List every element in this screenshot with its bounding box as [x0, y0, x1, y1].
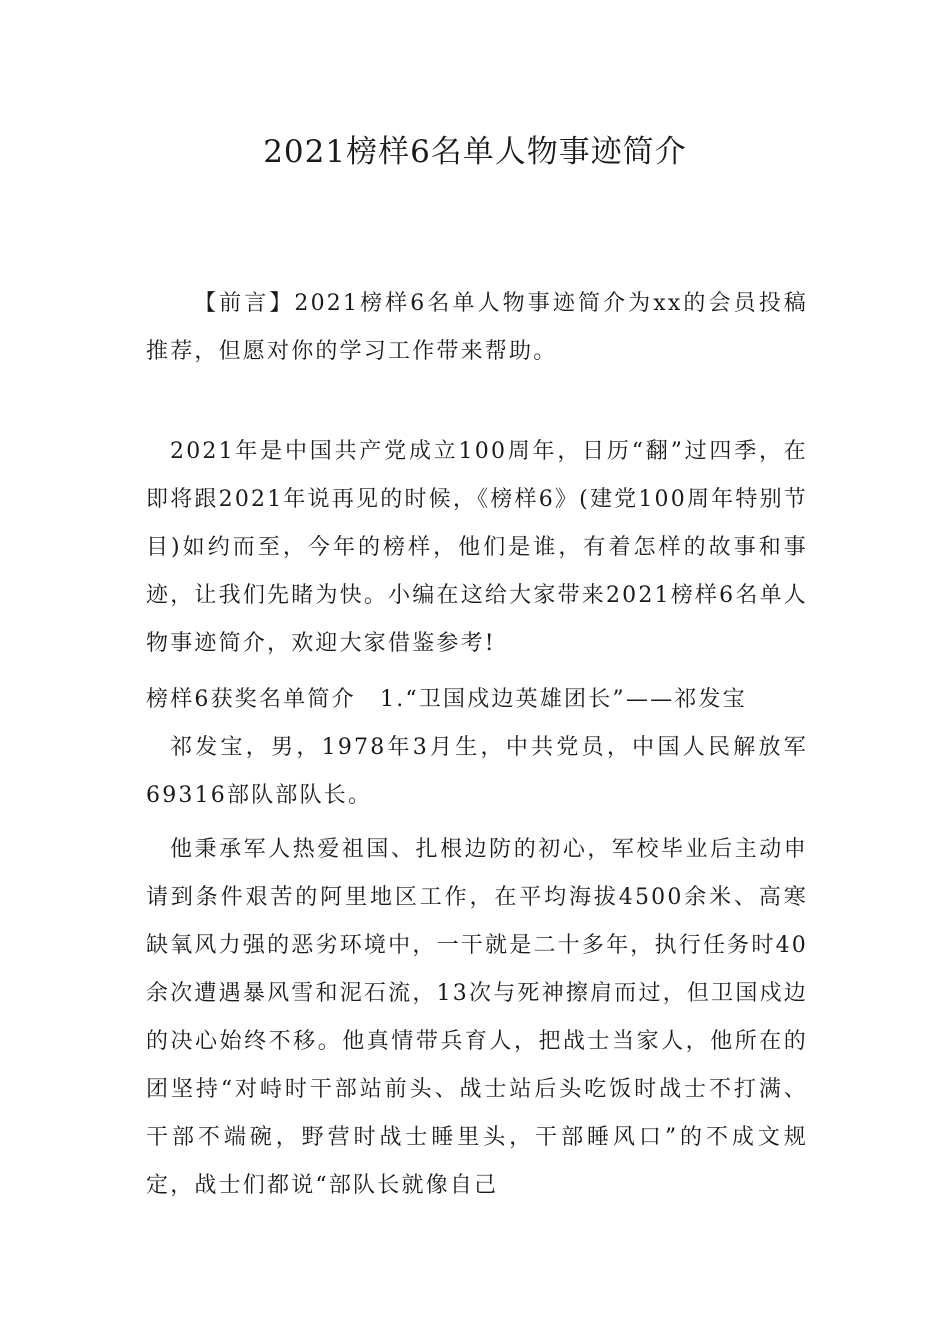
- preface-paragraph: 【前言】2021榜样6名单人物事迹简介为xx的会员投稿推荐，但愿对你的学习工作带来帮助。: [146, 291, 808, 364]
- story-block: [146, 826, 808, 1210]
- intro-paragraph: 2021年是中国共产党成立100周年，日历“翻”过四季，在即将跟2021年说再见的时候，《榜样6》(建党100周年特别节目)如约而至，今年的榜样，他们是谁，有着怎样的故事和事迹，让我们先睹为快。小编在这给大家带来2021榜样6名单人物事迹简介，欢迎大家借鉴参考!: [146, 439, 808, 656]
- story-paragraph: 他秉承军人热爱祖国、扎根边防的初心，军校毕业后主动申请到条件艰苦的阿里地区工作，在平均海拔4500余米、高寒缺氧风力强的恶劣环境中，一干就是二十多年，执行任务时40余次遭遇暴风雪和泥石流，13次与死神擦肩而过，但卫国戍边的决心始终不移。他真情带兵育人，把战士当家人，他所在的团坚持“对峙时干部站前头、战士站后头吃饭时战士不打满、干部不端碗，野营时战士睡里头，干部睡风口”的不成文规定，战士们都说“部队长就像自己: [146, 837, 808, 1198]
- awardee-heading: 榜样6获奖名单简介 1.“卫国戍边英雄团长”——祁发宝: [146, 687, 747, 712]
- profile-block: [146, 724, 808, 820]
- intro-block: [146, 428, 808, 668]
- preface-block: [146, 280, 808, 376]
- profile-paragraph: 祁发宝，男，1978年3月生，中共党员，中国人民解放军69316部队部队长。: [146, 735, 808, 808]
- awardee-heading-block: [146, 676, 808, 724]
- document-title: 2021榜样6名单人物事迹简介: [263, 134, 687, 170]
